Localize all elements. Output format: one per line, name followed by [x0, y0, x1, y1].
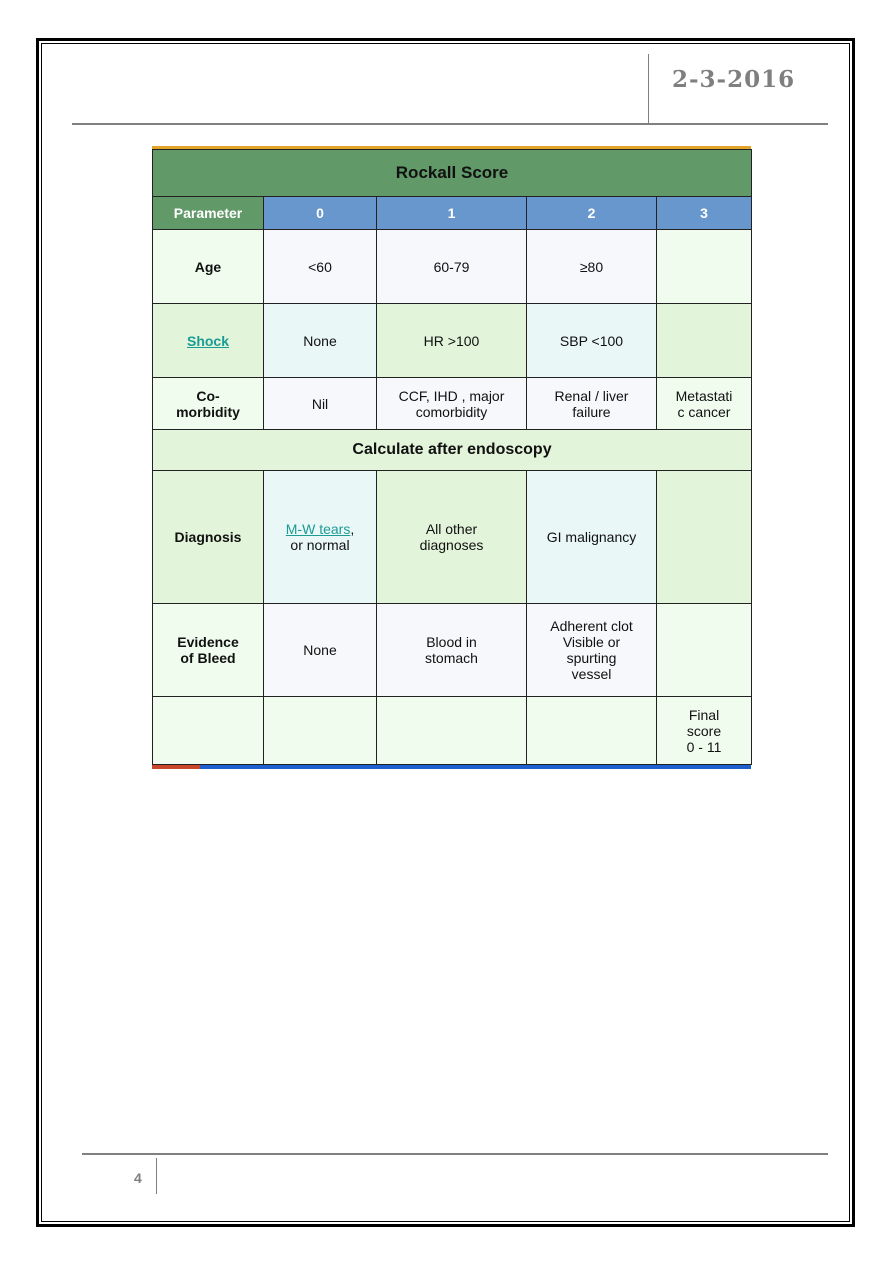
footer-rule [82, 1153, 828, 1155]
cell-final-2 [527, 697, 657, 765]
table-row-comorbidity [153, 378, 752, 430]
cell-comorbidity-0: Nil [264, 378, 377, 430]
header-date: 2-3-2016 [672, 66, 796, 93]
table-row-age [153, 230, 752, 304]
cell-final-0 [264, 697, 377, 765]
final-score-line1: Final [688, 706, 720, 723]
header-rule [72, 123, 828, 125]
cell-diagnosis-1 [377, 471, 527, 604]
param-comorbidity-line2: morbidity [176, 403, 240, 420]
cell-comorbidity-2-line1: Renal / liver [554, 387, 629, 404]
cell-age-2: ≥80 [527, 230, 657, 304]
param-comorbidity-line1: Co- [196, 387, 220, 404]
cell-diagnosis-3 [657, 471, 752, 604]
cell-bleed-2 [527, 604, 657, 697]
header-parameter: Parameter [153, 197, 264, 230]
cell-diagnosis-0-comma: , [350, 521, 355, 537]
cell-comorbidity-2 [527, 378, 657, 430]
table-row-bleed [153, 604, 752, 697]
header-score-2: 2 [527, 197, 657, 230]
cell-bleed-2-line2: Visible or [562, 634, 621, 650]
param-bleed-line2: of Bleed [180, 650, 236, 666]
final-score-line2: score [686, 722, 722, 739]
cell-final-1 [377, 697, 527, 765]
cell-bleed-1 [377, 604, 527, 697]
param-bleed [153, 604, 264, 697]
cell-bleed-0: None [264, 604, 377, 697]
cell-shock-3 [657, 304, 752, 378]
cell-diagnosis-0-line2: or normal [290, 537, 350, 553]
cell-comorbidity-1 [377, 378, 527, 430]
header-score-1: 1 [377, 197, 527, 230]
cell-comorbidity-1-line1: CCF, IHD , major [398, 387, 505, 404]
param-diagnosis: Diagnosis [153, 471, 264, 604]
cell-age-1: 60-79 [377, 230, 527, 304]
param-comorbidity [153, 378, 264, 430]
param-shock [153, 304, 264, 378]
cell-shock-1: HR >100 [377, 304, 527, 378]
table-row-diagnosis [153, 471, 752, 604]
section-after-endoscopy: Calculate after endoscopy [153, 430, 752, 471]
rockall-table [152, 149, 752, 765]
mw-tears-link[interactable]: M-W tears [285, 521, 351, 537]
cell-final-param [153, 697, 264, 765]
cell-bleed-1-line1: Blood in [426, 634, 477, 650]
cell-diagnosis-0 [264, 471, 377, 604]
cell-bleed-1-line2: stomach [425, 650, 478, 666]
param-age: Age [153, 230, 264, 304]
table-header-row [153, 197, 752, 230]
table-row-shock [153, 304, 752, 378]
footer-page-number: 4 [134, 1170, 142, 1186]
cell-bleed-3 [657, 604, 752, 697]
table-section-row [153, 430, 752, 471]
cell-comorbidity-3 [657, 378, 752, 430]
cell-bleed-2-line3: spurting [566, 650, 617, 666]
final-score-line3: 0 - 11 [686, 738, 722, 755]
table-title: Rockall Score [153, 150, 752, 197]
table-title-row [153, 150, 752, 197]
cell-diagnosis-1-line1: All other [425, 521, 478, 537]
rockall-score-table [152, 146, 751, 769]
cell-age-3 [657, 230, 752, 304]
cell-bleed-2-line4: vessel [571, 666, 612, 682]
cell-diagnosis-2: GI malignancy [527, 471, 657, 604]
cell-age-0: <60 [264, 230, 377, 304]
footer-divider [156, 1158, 157, 1194]
cell-shock-0: None [264, 304, 377, 378]
table-bottom-accent [152, 765, 751, 769]
header-score-3: 3 [657, 197, 752, 230]
shock-link[interactable]: Shock [186, 332, 229, 349]
header-score-0: 0 [264, 197, 377, 230]
cell-bleed-2-line1: Adherent clot [550, 618, 633, 634]
cell-comorbidity-2-line2: failure [572, 403, 611, 420]
cell-comorbidity-3-line1: Metastati [675, 387, 733, 404]
cell-shock-2: SBP <100 [527, 304, 657, 378]
cell-diagnosis-1-line2: diagnoses [419, 537, 484, 553]
cell-comorbidity-1-line2: comorbidity [415, 403, 488, 420]
header-divider [648, 54, 649, 124]
cell-comorbidity-3-line2: c cancer [677, 403, 731, 420]
table-row-final [153, 697, 752, 765]
cell-final-score [657, 697, 752, 765]
param-bleed-line1: Evidence [177, 634, 239, 650]
